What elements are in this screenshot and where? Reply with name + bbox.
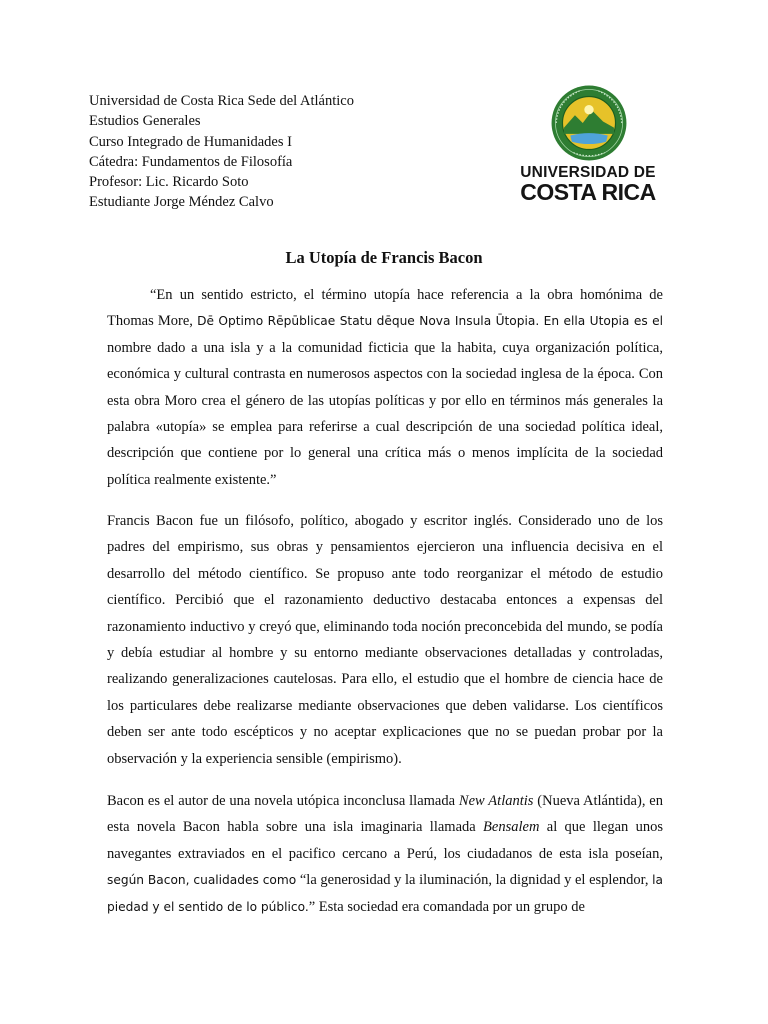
paragraph-3-part-i: ” Esta sociedad era comandada por un grupo de <box>308 898 585 915</box>
paragraph-1-part-c: nombre dado a una isla y a la comunidad ficticia que la habita, cuya organización política, económica y cultural contrasta en numerosos aspectos con la sociedad inglesa de la época. Con esta obra Moro crea el género de las utopías políticas y por ello en términos más generales la palabra «utopía» se emplea para referirse a cual descripción de una sociedad política ideal, descripción que contiene por lo general una crítica más o menos implícita de la sociedad política realmente existente.” <box>107 339 663 488</box>
paragraph-3-part-a: Bacon es el autor de una novela utópica inconclusa llamada <box>107 793 459 809</box>
paragraph-2: Francis Bacon fue un filósofo, político, abogado y escritor inglés. Considerado uno de los padres del empirismo, sus obras y pensamientos ejercieron una influencia decisiva en el desarrollo del método científico. Se propuso ante todo reorganizar el método de estudio científico. Percibió que el razonamiento deductivo destacaba entonces a expensas del razonamiento inductivo y creyó que, eliminando toda noción preconcebida del mundo, se podía y debía estudiar al hombre y su entorno mediante observaciones detalladas y controladas, realizando generalizaciones cautelosas. Para ello, el estudio que el hombre de ciencia hace de los particulares debe realizarse mediante observaciones que deben validarse. Los científicos deben ser ante todo escépticos y no aceptar explicaciones que no se puedan probar por la observación y la experiencia sensible (empirismo). <box>107 513 663 767</box>
document-title: La Utopía de Francis Bacon <box>285 248 483 267</box>
paragraph-3-part-h: la piedad y el sentido de lo público. <box>107 873 663 914</box>
header-line-chair: Cátedra: Fundamentos de Filosofía <box>89 153 293 170</box>
university-logo <box>512 84 664 214</box>
paragraph-3-part-c: (Nueva Atlántida), en esta novela Bacon habla sobre una isla imaginaria llamada <box>107 793 663 836</box>
book-title-new-atlantis: New Atlantis <box>458 793 534 809</box>
paragraph-3-part-e: al que llegan unos navegantes extraviados en el pacifico cercano a Perú, los ciudadanos de esta isla poseían, <box>107 819 663 862</box>
header-line-course: Curso Integrado de Humanidades I <box>89 133 292 150</box>
university-seal-icon <box>550 84 628 162</box>
header-line-student: Estudiante Jorge Méndez Calvo <box>89 194 274 211</box>
paragraph-1 <box>107 282 663 493</box>
header-line-studies: Estudios Generales <box>89 113 201 130</box>
paragraph-1-part-b: Dē Optimo Rēpūblicae Statu dēque Nova Insula Ūtopia. En ella Utopia es el <box>197 314 663 329</box>
header-info <box>89 91 354 213</box>
logo-text-universidad: UNIVERSIDAD DE <box>520 164 656 181</box>
header-line-university: Universidad de Costa Rica Sede del Atlántico <box>89 93 354 109</box>
island-name-bensalem: Bensalem <box>483 819 540 836</box>
header-line-professor: Profesor: Lic. Ricardo Soto <box>89 174 249 191</box>
paragraph-1-part-a: “En un sentido estricto, el término utopía hace referencia a la obra homónima de Thomas More, <box>107 287 663 330</box>
paragraph-3-part-g: “la generosidad y la iluminación, la dignidad y el esplendor, <box>296 872 653 889</box>
logo-text-costa-rica: COSTA RICA <box>520 179 656 205</box>
paragraph-3-part-f: según Bacon, cualidades como <box>107 873 297 888</box>
paragraph-3 <box>107 788 663 920</box>
